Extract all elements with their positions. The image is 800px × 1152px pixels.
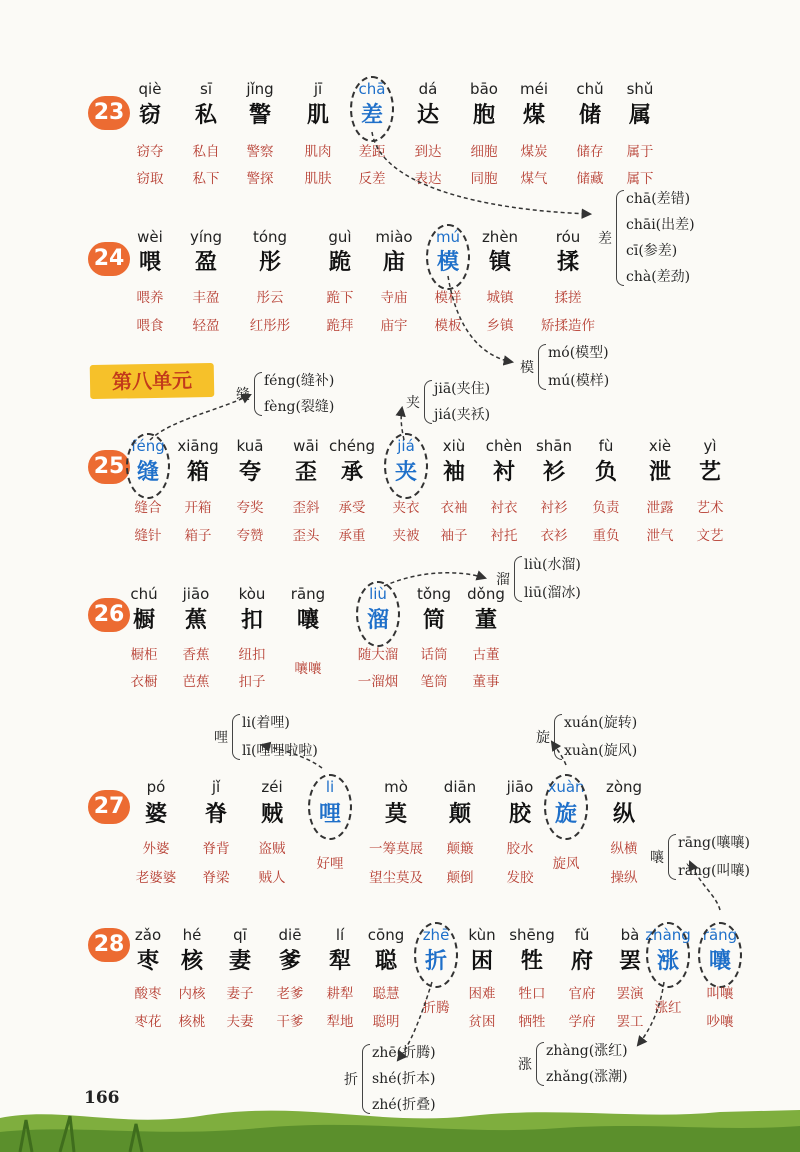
example-word: 窃取 xyxy=(136,171,164,187)
example-word: 属下 xyxy=(626,171,654,187)
polyphone-reading: shé(折本) xyxy=(372,1071,436,1087)
character: 彤 xyxy=(258,249,281,275)
pinyin: zhèn xyxy=(481,228,519,246)
lesson-number: 23 xyxy=(88,96,130,130)
character: 莫 xyxy=(384,801,407,827)
example-word: 寺庙 xyxy=(380,290,408,306)
example-word: 模板 xyxy=(434,318,462,334)
example-word: 夹被 xyxy=(392,528,420,544)
pinyin: lí xyxy=(335,926,345,944)
example-word: 古董 xyxy=(472,647,500,663)
example-word: 随大溜 xyxy=(357,647,399,663)
example-word: 承重 xyxy=(338,528,366,544)
pinyin: zhàng xyxy=(645,926,691,944)
character: 泄 xyxy=(648,459,671,485)
character: 承 xyxy=(340,459,363,485)
pinyin: jiá xyxy=(397,437,415,455)
example-word: 困难 xyxy=(468,986,496,1002)
example-word: 话筒 xyxy=(420,647,448,663)
example-word: 叫嚷 xyxy=(706,986,734,1002)
pinyin: wèi xyxy=(137,228,163,246)
example-word: 官府 xyxy=(568,986,596,1002)
example-word: 老婆婆 xyxy=(135,870,177,886)
character: 嚷 xyxy=(296,607,319,633)
example-word: 衬托 xyxy=(490,528,518,544)
character: 喂 xyxy=(138,249,161,275)
example-word: 私下 xyxy=(192,171,220,187)
example-word: 牲口 xyxy=(518,986,546,1002)
character: 嚷 xyxy=(708,948,731,974)
example-word: 警察 xyxy=(246,144,274,160)
pinyin: jǐ xyxy=(211,778,221,796)
character: 婆 xyxy=(144,801,167,827)
example-word: 纵横 xyxy=(610,841,638,857)
example-word: 吵嚷 xyxy=(706,1014,734,1030)
character: 脊 xyxy=(204,801,227,827)
example-word: 扣子 xyxy=(238,674,266,690)
polyphone-char: 缝 xyxy=(236,387,250,403)
pinyin: kùn xyxy=(468,926,496,944)
character: 达 xyxy=(416,102,439,128)
unit-label: 第八单元 xyxy=(90,363,215,399)
polyphone-reading: zhē(折腾) xyxy=(372,1045,436,1061)
example-word: 重负 xyxy=(592,528,620,544)
example-word: 橱柜 xyxy=(130,647,158,663)
character: 跪 xyxy=(328,249,351,275)
example-word: 储藏 xyxy=(576,171,604,187)
polyphone-reading: lī(哩哩啦啦) xyxy=(242,743,318,759)
example-word: 窃夺 xyxy=(136,144,164,160)
pinyin: tóng xyxy=(252,228,288,246)
example-word: 煤炭 xyxy=(520,144,548,160)
pinyin: jiāo xyxy=(506,778,534,796)
pinyin: diān xyxy=(443,778,477,796)
example-word: 箱子 xyxy=(184,528,212,544)
example-word: 庙宇 xyxy=(380,318,408,334)
example-word: 核桃 xyxy=(178,1014,206,1030)
character: 箱 xyxy=(186,459,209,485)
polyphone-reading: zhǎng(涨潮) xyxy=(546,1069,628,1085)
character: 夸 xyxy=(238,459,261,485)
pinyin: chéng xyxy=(328,437,375,455)
example-word: 表达 xyxy=(414,171,442,187)
polyphone-char: 涨 xyxy=(518,1057,532,1073)
character: 核 xyxy=(180,948,203,974)
character: 揉 xyxy=(556,249,579,275)
pinyin: chǔ xyxy=(576,80,604,98)
polyphone-char: 折 xyxy=(344,1072,358,1088)
pinyin: fǔ xyxy=(574,926,590,944)
character: 盈 xyxy=(194,249,217,275)
example-word: 同胞 xyxy=(470,171,498,187)
arrow-zhang xyxy=(638,982,664,1045)
pinyin: kòu xyxy=(238,585,266,603)
example-word: 颠簸 xyxy=(446,841,474,857)
pinyin: tǒng xyxy=(416,585,452,603)
example-word: 袖子 xyxy=(440,528,468,544)
pinyin: zhē xyxy=(422,926,450,944)
example-word: 跪拜 xyxy=(326,318,354,334)
arrow-liu xyxy=(384,573,485,586)
example-word: 歪头 xyxy=(292,528,320,544)
pinyin: zǎo xyxy=(134,926,162,944)
pinyin: bāo xyxy=(470,80,498,98)
pinyin: dǒng xyxy=(467,585,505,603)
character: 差 xyxy=(360,102,383,128)
example-word: 芭蕉 xyxy=(182,674,210,690)
example-word: 老爹 xyxy=(276,986,304,1002)
pinyin: rāng xyxy=(290,585,326,603)
pinyin: zòng xyxy=(605,778,643,796)
character: 煤 xyxy=(522,102,545,128)
polyphone-reading: mú(模样) xyxy=(548,373,610,389)
example-word: 胶水 xyxy=(506,841,534,857)
arrow-xuan xyxy=(552,742,566,765)
example-word: 嚷嚷 xyxy=(294,661,322,677)
character: 艺 xyxy=(698,459,721,485)
example-word: 脊背 xyxy=(202,841,230,857)
character: 枣 xyxy=(136,948,159,974)
character: 庙 xyxy=(382,249,405,275)
example-word: 跪下 xyxy=(326,290,354,306)
pinyin: qī xyxy=(233,926,247,944)
example-word: 脊梁 xyxy=(202,870,230,886)
example-word: 衬衣 xyxy=(490,500,518,516)
example-word: 警探 xyxy=(246,171,274,187)
example-word: 折腾 xyxy=(422,1000,450,1016)
arrow-li xyxy=(262,745,322,768)
example-word: 彤云 xyxy=(256,290,284,306)
character: 衫 xyxy=(542,459,565,485)
polyphone-reading: fèng(裂缝) xyxy=(264,399,335,415)
example-word: 到达 xyxy=(414,144,442,160)
character: 贼 xyxy=(260,801,283,827)
example-word: 肌肉 xyxy=(304,144,332,160)
grass-decoration xyxy=(0,1098,800,1152)
polyphone-reading: cī(参差) xyxy=(626,243,678,259)
example-word: 外婆 xyxy=(142,841,170,857)
pinyin: rāng xyxy=(702,926,738,944)
character: 衬 xyxy=(492,459,515,485)
example-word: 好哩 xyxy=(316,856,344,872)
pinyin: shǔ xyxy=(626,80,654,98)
example-word: 肌肤 xyxy=(304,171,332,187)
example-word: 轻盈 xyxy=(192,318,220,334)
arrow-jia xyxy=(401,408,404,440)
example-word: 夸赞 xyxy=(236,528,264,544)
example-word: 枣花 xyxy=(134,1014,162,1030)
example-word: 模样 xyxy=(434,290,462,306)
example-word: 泄露 xyxy=(646,500,674,516)
polyphone-reading: liū(溜冰) xyxy=(524,585,581,601)
character: 歪 xyxy=(294,459,317,485)
character: 犁 xyxy=(328,948,351,974)
example-word: 夫妻 xyxy=(226,1014,254,1030)
example-word: 属于 xyxy=(626,144,654,160)
arrow-rang xyxy=(690,862,720,910)
pinyin: xiāng xyxy=(177,437,219,455)
pinyin: chèn xyxy=(485,437,523,455)
pinyin: féng xyxy=(131,437,165,455)
example-word: 承受 xyxy=(338,500,366,516)
example-word: 旋风 xyxy=(552,856,580,872)
character: 府 xyxy=(570,948,593,974)
character: 困 xyxy=(470,948,493,974)
example-word: 喂养 xyxy=(136,290,164,306)
polyphone-char: 嚷 xyxy=(650,850,664,866)
character: 扣 xyxy=(240,607,263,633)
example-word: 缝针 xyxy=(134,528,162,544)
pinyin: wāi xyxy=(293,437,319,455)
polyphone-char: 夹 xyxy=(406,395,420,411)
character: 牲 xyxy=(520,948,543,974)
example-word: 牺牲 xyxy=(518,1014,546,1030)
polyphone-reading: mó(模型) xyxy=(548,345,609,361)
example-word: 文艺 xyxy=(696,528,724,544)
example-word: 罢工 xyxy=(616,1014,644,1030)
pinyin: yíng xyxy=(189,228,223,246)
character: 肌 xyxy=(306,102,329,128)
pinyin: cōng xyxy=(367,926,405,944)
example-word: 发胶 xyxy=(506,870,534,886)
arrow-zhe xyxy=(398,982,432,1060)
example-word: 开箱 xyxy=(184,500,212,516)
example-word: 歪斜 xyxy=(292,500,320,516)
character: 胶 xyxy=(508,801,531,827)
polyphone-reading: chā(差错) xyxy=(626,191,691,207)
example-word: 衬衫 xyxy=(540,500,568,516)
pinyin: bà xyxy=(620,926,640,944)
example-word: 缝合 xyxy=(134,500,162,516)
lesson-number: 28 xyxy=(88,928,130,962)
character: 警 xyxy=(248,102,271,128)
character: 属 xyxy=(628,102,651,128)
example-word: 城镇 xyxy=(486,290,514,306)
example-word: 一筹莫展 xyxy=(369,841,423,857)
example-word: 内核 xyxy=(178,986,206,1002)
arrow-feng xyxy=(150,395,250,440)
polyphone-reading: zhàng(涨红) xyxy=(546,1043,628,1059)
example-word: 衣袖 xyxy=(440,500,468,516)
polyphone-reading: xuàn(旋风) xyxy=(564,743,638,759)
example-word: 夹衣 xyxy=(392,500,420,516)
pinyin: miào xyxy=(375,228,413,246)
polyphone-reading: chāi(出差) xyxy=(626,217,695,233)
character: 负 xyxy=(594,459,617,485)
pinyin: xiè xyxy=(648,437,672,455)
polyphone-reading: féng(缝补) xyxy=(264,373,335,389)
pinyin: kuā xyxy=(236,437,264,455)
example-word: 犁地 xyxy=(326,1014,354,1030)
pinyin: qiè xyxy=(138,80,162,98)
character: 涨 xyxy=(656,948,679,974)
character: 折 xyxy=(424,948,447,974)
arrow-mo xyxy=(448,276,512,362)
character: 蕉 xyxy=(184,607,207,633)
pinyin: chā xyxy=(358,80,386,98)
lesson-number: 27 xyxy=(88,790,130,824)
character: 罢 xyxy=(618,948,641,974)
example-word: 红彤彤 xyxy=(249,318,291,334)
page-number: 166 xyxy=(84,1088,120,1108)
character: 模 xyxy=(436,249,459,275)
example-word: 私自 xyxy=(192,144,220,160)
polyphone-reading: rǎng(叫嚷) xyxy=(678,863,750,879)
example-word: 笔筒 xyxy=(420,674,448,690)
example-word: 衣衫 xyxy=(540,528,568,544)
example-word: 一溜烟 xyxy=(357,674,399,690)
pinyin: róu xyxy=(555,228,581,246)
character: 胞 xyxy=(472,102,495,128)
character: 妻 xyxy=(228,948,251,974)
example-word: 纽扣 xyxy=(238,647,266,663)
character: 夹 xyxy=(394,459,417,485)
lesson-number: 24 xyxy=(88,242,130,276)
example-word: 妻子 xyxy=(226,986,254,1002)
pinyin: fù xyxy=(598,437,614,455)
character: 溜 xyxy=(366,607,389,633)
example-word: 差距 xyxy=(358,144,386,160)
pinyin: jǐng xyxy=(246,80,274,98)
character: 董 xyxy=(474,607,497,633)
polyphone-char: 差 xyxy=(598,231,612,247)
example-word: 丰盈 xyxy=(192,290,220,306)
pinyin: li xyxy=(325,778,335,796)
example-word: 干爹 xyxy=(276,1014,304,1030)
character: 窃 xyxy=(138,102,161,128)
example-word: 贼人 xyxy=(258,870,286,886)
lesson-number: 26 xyxy=(88,598,130,632)
character: 哩 xyxy=(318,801,341,827)
example-word: 贫困 xyxy=(468,1014,496,1030)
pinyin: shēng xyxy=(509,926,555,944)
polyphone-reading: chà(差劲) xyxy=(626,269,691,285)
pinyin: liù xyxy=(369,585,387,603)
example-word: 罢演 xyxy=(616,986,644,1002)
example-word: 艺术 xyxy=(696,500,724,516)
pinyin: sī xyxy=(200,80,212,98)
example-word: 矫揉造作 xyxy=(541,318,595,334)
example-word: 细胞 xyxy=(470,144,498,160)
example-word: 喂食 xyxy=(136,318,164,334)
pinyin: shān xyxy=(535,437,573,455)
example-word: 夸奖 xyxy=(236,500,264,516)
pinyin: méi xyxy=(519,80,548,98)
example-word: 负责 xyxy=(592,500,620,516)
polyphone-reading: liù(水溜) xyxy=(524,557,581,573)
example-word: 反差 xyxy=(358,171,386,187)
character: 镇 xyxy=(488,249,511,275)
pinyin: dá xyxy=(418,80,438,98)
example-word: 耕犁 xyxy=(326,986,354,1002)
character: 纵 xyxy=(612,801,635,827)
polyphone-char: 溜 xyxy=(496,572,510,588)
character: 筒 xyxy=(422,607,445,633)
example-word: 聪明 xyxy=(372,1014,400,1030)
polyphone-char: 哩 xyxy=(214,730,228,746)
pinyin: xiù xyxy=(442,437,466,455)
example-word: 董事 xyxy=(472,674,500,690)
polyphone-reading: jiá(夹袄) xyxy=(434,407,491,423)
example-word: 盗贼 xyxy=(258,841,286,857)
example-word: 揉搓 xyxy=(554,290,582,306)
character: 旋 xyxy=(554,801,577,827)
example-word: 泄气 xyxy=(646,528,674,544)
pinyin: mú xyxy=(435,228,461,246)
character: 私 xyxy=(194,102,217,128)
pinyin: jī xyxy=(313,80,323,98)
polyphone-reading: zhé(折叠) xyxy=(372,1097,436,1113)
character: 橱 xyxy=(132,607,155,633)
pinyin: xuàn xyxy=(547,778,585,796)
pinyin: zéi xyxy=(261,778,283,796)
polyphone-reading: rāng(嚷嚷) xyxy=(678,835,750,851)
example-word: 香蕉 xyxy=(182,647,210,663)
pinyin: pó xyxy=(146,778,166,796)
example-word: 学府 xyxy=(568,1014,596,1030)
pinyin: hé xyxy=(182,926,202,944)
pinyin: chú xyxy=(130,585,158,603)
character: 储 xyxy=(578,102,601,128)
example-word: 煤气 xyxy=(520,171,548,187)
pinyin: jiāo xyxy=(182,585,210,603)
example-word: 乡镇 xyxy=(486,318,514,334)
arrow-cha xyxy=(372,132,590,214)
polyphone-reading: jiā(夹住) xyxy=(434,381,491,397)
pinyin: diē xyxy=(278,926,302,944)
polyphone-char: 旋 xyxy=(536,730,550,746)
pinyin: guì xyxy=(328,228,352,246)
example-word: 望尘莫及 xyxy=(369,870,423,886)
character: 爹 xyxy=(278,948,301,974)
example-word: 储存 xyxy=(576,144,604,160)
character: 聪 xyxy=(374,948,397,974)
example-word: 聪慧 xyxy=(372,986,400,1002)
pinyin: yì xyxy=(703,437,717,455)
lesson-number: 25 xyxy=(88,450,130,484)
example-word: 酸枣 xyxy=(134,986,162,1002)
polyphone-reading: li(着哩) xyxy=(242,715,290,731)
pinyin: mò xyxy=(384,778,408,796)
character: 颠 xyxy=(448,801,471,827)
example-word: 衣橱 xyxy=(130,674,158,690)
example-word: 涨红 xyxy=(654,1000,682,1016)
polyphone-reading: xuán(旋转) xyxy=(564,715,638,731)
character: 缝 xyxy=(136,459,159,485)
example-word: 操纵 xyxy=(610,870,638,886)
character: 袖 xyxy=(442,459,465,485)
polyphone-char: 模 xyxy=(520,360,534,376)
example-word: 颠倒 xyxy=(446,870,474,886)
